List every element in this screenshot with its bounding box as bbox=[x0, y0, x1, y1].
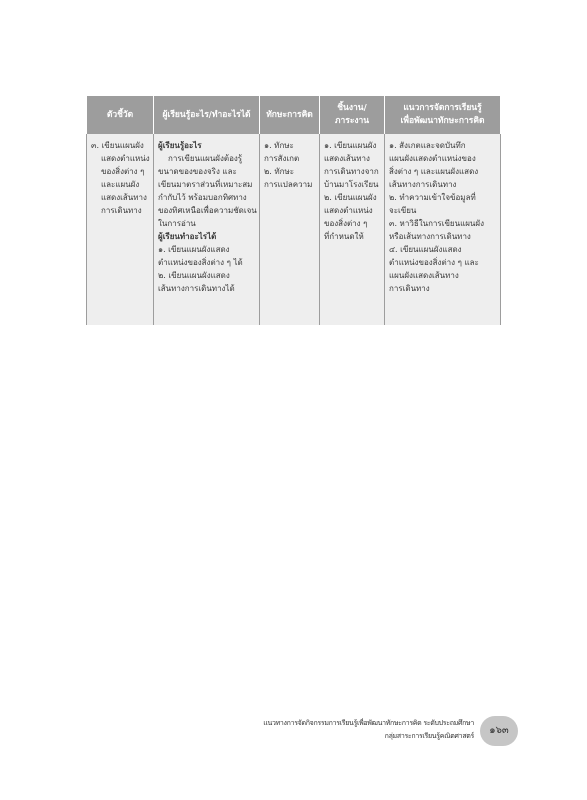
header-indicator: ตัวชี้วัด bbox=[87, 96, 154, 134]
cell-learning-approach: ๑. สังเกตและจดบันทึก แผนผังแสดงตำแหน่งของ สิ่งต่าง ๆ และแผนผังแสดง เส้นทางการเดินทาง ๒. ทำความเข้าใจข้อมูลที่ จะเขียน ๓. หาวิธีในการเขียนแผนผัง หรือเส้นทางการเดินทาง ๔. เขียนแผนผังแสดง ตำแหน่งของสิ่งต่าง ๆ และ แผนผังแสดงเส้นทาง การเดินทาง bbox=[385, 134, 501, 325]
header-thinking-skills: ทักษะการคิด bbox=[260, 96, 320, 134]
header-learning-approach: แนวการจัดการเรียนรู้ เพื่อพัฒนาทักษะการคิด bbox=[385, 96, 501, 134]
footer-book-title: แนวทางการจัดกิจกรรมการเรียนรู้เพื่อพัฒนาทักษะการคิด ระดับประถมศึกษา bbox=[263, 719, 474, 727]
table-row bbox=[87, 134, 501, 325]
page-number: ๑๖๓ bbox=[480, 716, 518, 746]
page-footer bbox=[230, 717, 474, 743]
cell-thinking-skills: ๑. ทักษะ การสังเกต ๒. ทักษะ การแปลความ bbox=[260, 134, 320, 325]
cell-tasks: ๑. เขียนแผนผัง แสดงเส้นทาง การเดินทางจาก บ้านมาโรงเรียน ๒. เขียนแผนผัง แสดงตำแหน่ง ของสิ่งต่าง ๆ ที่กำหนดให้ bbox=[320, 134, 385, 325]
table-header-row bbox=[87, 96, 501, 134]
header-learning: ผู้เรียนรู้อะไร/ทำอะไรได้ bbox=[154, 96, 260, 134]
cell-indicator: ๓. เขียนแผนผัง แสดงตำแหน่ง ของสิ่งต่าง ๆ และแผนผัง แสดงเส้นทาง การเดินทาง bbox=[87, 134, 154, 325]
footer-subject: กลุ่มสาระการเรียนรู้คณิตศาสตร์ bbox=[384, 732, 474, 740]
thinking-skills-table bbox=[86, 96, 501, 325]
header-tasks: ชิ้นงาน/ ภาระงาน bbox=[320, 96, 385, 134]
cell-learning: ผู้เรียนรู้อะไร การเขียนแผนผังต้องรู้ ขนาดของของจริง และ เขียนมาตราส่วนที่เหมาะสม กำกับไว้ พร้อมบอกทิศทาง ของทิศเหนือเพื่อความชัดเจน ในการอ่าน ผู้เรียนทำอะไรได้ ๑. เขียนแผนผังแสดง ตำแหน่งของสิ่งต่าง ๆ ได้ ๒. เขียนแผนผังแสดง เส้นทางการเดินทางได้ bbox=[154, 134, 260, 325]
